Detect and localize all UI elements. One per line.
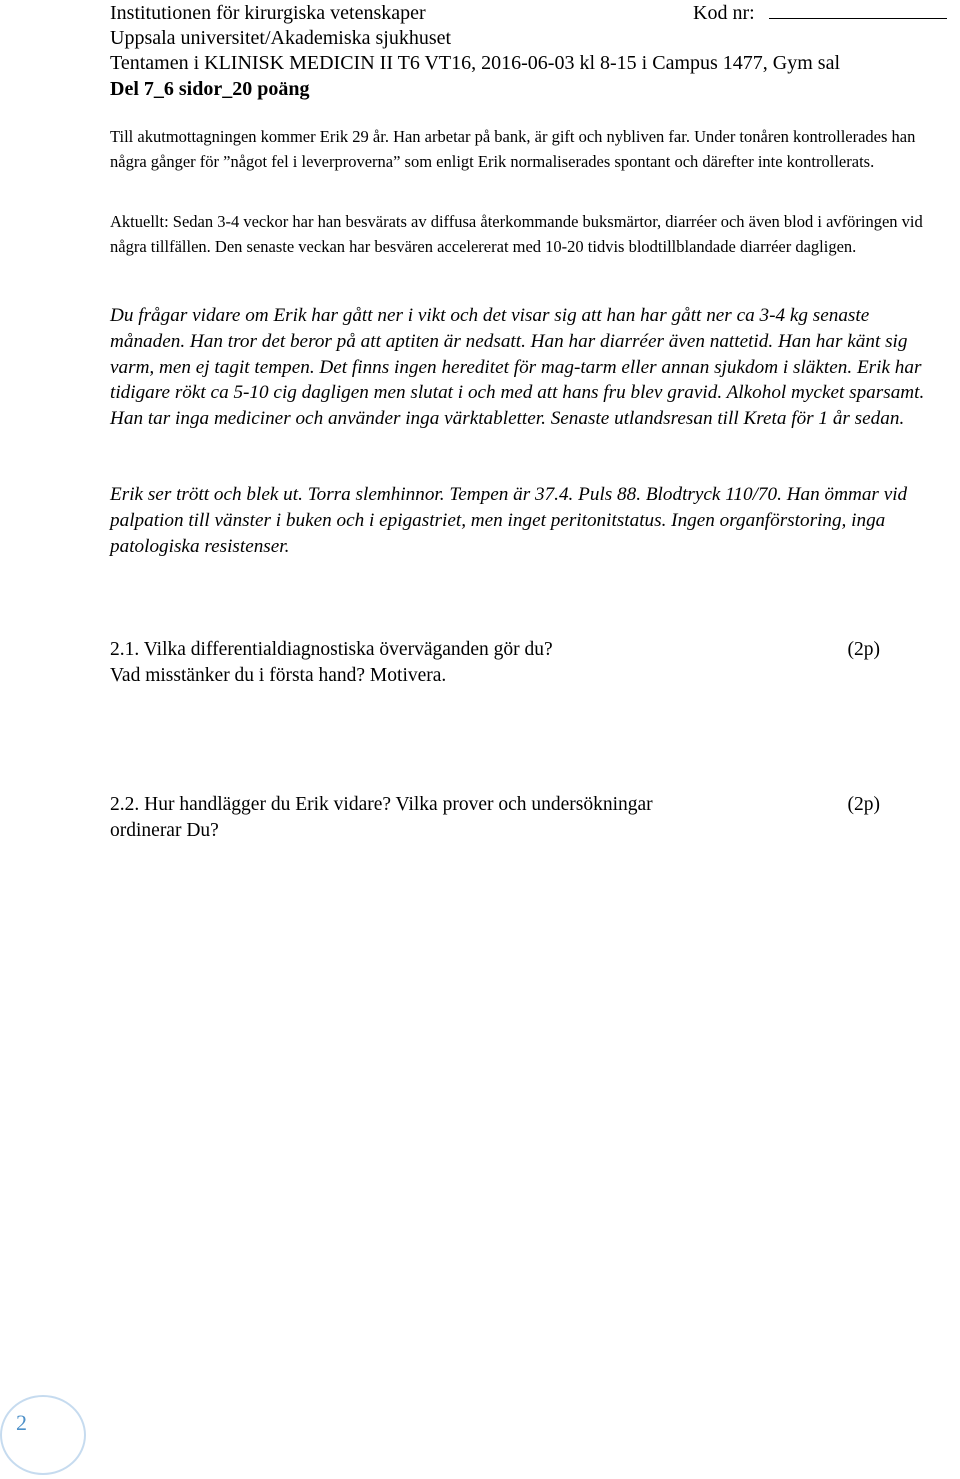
- code-number-label: Kod nr:: [693, 2, 755, 24]
- case-current-paragraph: Aktuellt: Sedan 3-4 veckor har han besvärats av diffusa återkommande buksmärtor, diarréer och även blod i avföringen vid några tillfällen. Den senaste veckan har besvären accelererat med 10-20 tidvis blodtillblandade diarréer dagligen.: [110, 212, 923, 256]
- question-2-2-line1: [110, 792, 880, 818]
- question-2-1-line1: [110, 637, 880, 663]
- page-number: 2: [16, 1410, 27, 1435]
- question-2-1: [110, 637, 880, 689]
- case-intro-paragraph: Till akutmottagningen kommer Erik 29 år. Han arbetar på bank, är gift och nybliven far. Under tonåren kontrollerades han några gånger för ”något fel i leverproverna” som enligt Erik normaliserades spontant och därefter inte kontrollerats.: [110, 127, 916, 171]
- code-number-field: [693, 0, 947, 26]
- case-history-paragraph: Du frågar vidare om Erik har gått ner i vikt och det visar sig att han har gått ner ca 3-4 kg senaste månaden. Han tror det beror på att aptiten är nedsatt. Han har diarréer även nattetid. Han har känt sig varm, men ej tagit tempen. Det finns ingen hereditet för mag-tarm eller annan sjukdom i släkten. Erik har tidigare rökt ca 5-10 cig dagligen men slutat i och med att hans fru blev gravid. Alkohol mycket sparsamt. Han tar inga mediciner och använder inga värktabletter. Senaste utlandsresan till Kreta för 1 år sedan.: [110, 305, 925, 430]
- page-number-circle: [0, 1395, 86, 1475]
- university-name: Uppsala universitet/Akademiska sjukhuset: [110, 27, 452, 49]
- question-2-2-points: (2p): [847, 794, 880, 815]
- code-number-blank[interactable]: [769, 0, 947, 19]
- exam-title: Tentamen i KLINISK MEDICIN II T6 VT16, 2016-06-03 kl 8-15 i Campus 1477, Gym sal: [110, 52, 840, 74]
- question-2-1-points: (2p): [847, 639, 880, 660]
- question-2-2-text: 2.2. Hur handlägger du Erik vidare? Vilka prover och undersökningar: [110, 794, 653, 815]
- case-exam-paragraph: Erik ser trött och blek ut. Torra slemhinnor. Tempen är 37.4. Puls 88. Blodtryck 110/70. Han ömmar vid palpation till vänster i buken och i epigastriet, men inget peritonitstatus. Ingen organförstoring, inga patologiska resistenser.: [110, 484, 908, 557]
- question-2-1-text: 2.1. Vilka differentialdiagnostiska överväganden gör du?: [110, 639, 553, 660]
- institution-name: Institutionen för kirurgiska vetenskaper: [110, 2, 426, 24]
- question-2-1-line2: Vad misstänker du i första hand? Motivera.: [110, 665, 447, 686]
- question-2-2: [110, 792, 880, 844]
- section-title: Del 7_6 sidor_20 poäng: [110, 78, 310, 100]
- question-2-2-line2: ordinerar Du?: [110, 820, 219, 841]
